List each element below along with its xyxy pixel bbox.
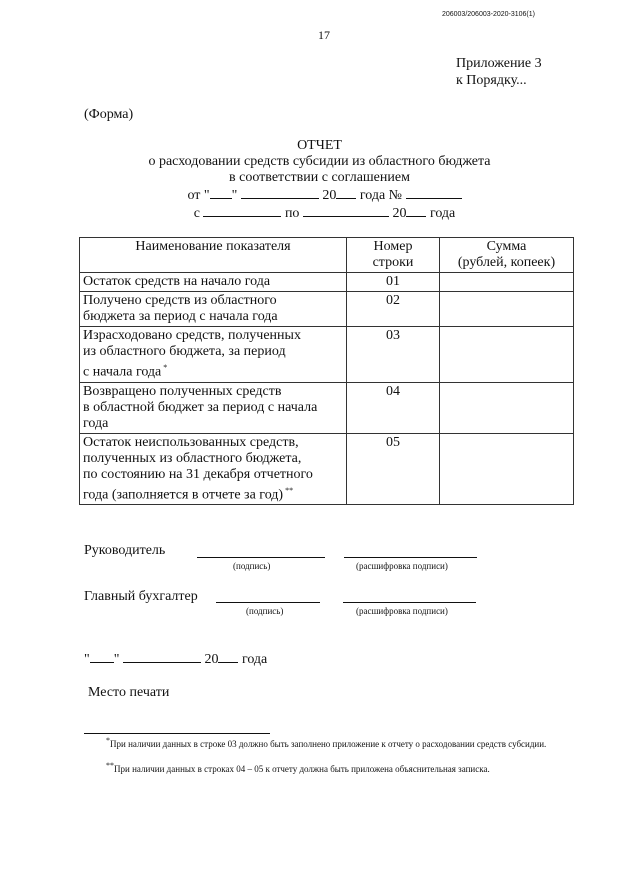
indicator-name-cell bbox=[80, 327, 347, 383]
indicator-name-line: по состоянию на 31 декабря отчетного bbox=[83, 466, 313, 482]
report-title-block bbox=[0, 138, 639, 222]
year-suffix: года bbox=[359, 188, 386, 203]
table-row bbox=[80, 327, 574, 383]
amount-cell[interactable] bbox=[440, 273, 574, 292]
table-row bbox=[80, 292, 574, 327]
indicator-name-line: полученных из областного бюджета, bbox=[83, 450, 302, 466]
footnote-mark: ** bbox=[285, 485, 294, 495]
indicator-name-line: года (заполняется в отчете за год) bbox=[83, 487, 284, 503]
indicator-name-line: с начала года bbox=[83, 364, 162, 380]
month-blank[interactable] bbox=[241, 186, 319, 199]
row-number-cell: 04 bbox=[347, 382, 440, 433]
indicator-name-line: в областной бюджет за период с начала bbox=[83, 399, 318, 415]
agreement-number-blank[interactable] bbox=[406, 186, 462, 199]
year-blank[interactable] bbox=[336, 186, 356, 199]
director-signature-line[interactable] bbox=[197, 557, 325, 558]
period-year-suffix: года bbox=[429, 206, 456, 221]
sign-month-blank[interactable] bbox=[123, 650, 201, 663]
footnote-mark: * bbox=[163, 363, 168, 372]
period-to-label: по bbox=[284, 206, 300, 221]
director-decoding-line[interactable] bbox=[344, 557, 477, 558]
row-number-cell: 01 bbox=[347, 273, 440, 292]
header-amount bbox=[440, 238, 574, 273]
sign-year-blank[interactable] bbox=[218, 650, 238, 663]
document-id: 206003/206003-2020-3106(1) bbox=[441, 11, 535, 18]
period-from-blank[interactable] bbox=[203, 204, 281, 217]
page-number: 17 bbox=[318, 28, 330, 42]
footnote-1-mark: * bbox=[106, 736, 110, 745]
report-table bbox=[79, 237, 574, 505]
report-heading: ОТЧЕТ bbox=[297, 138, 342, 153]
header-row-number bbox=[347, 238, 440, 273]
amount-cell[interactable] bbox=[440, 292, 574, 327]
header-indicator-name: Наименование показателя bbox=[80, 238, 347, 273]
director-signature-caption: (подпись) bbox=[233, 561, 271, 571]
table-row bbox=[80, 433, 574, 505]
footnote-2-mark: ** bbox=[106, 761, 114, 770]
row-number-cell: 03 bbox=[347, 327, 440, 383]
period-from-label: с bbox=[193, 206, 200, 221]
row-number-cell: 02 bbox=[347, 292, 440, 327]
header-row-number-line-2: строки bbox=[372, 255, 414, 270]
accountant-decoding-line[interactable] bbox=[343, 602, 476, 603]
amount-cell[interactable] bbox=[440, 327, 574, 383]
date-close-quote: " bbox=[113, 652, 120, 667]
sign-year-suffix: года bbox=[241, 652, 268, 667]
appendix-line-2: к Порядку... bbox=[456, 73, 527, 88]
header-row-number-line-1: Номер bbox=[373, 239, 413, 254]
indicator-name-line: Получено средств из областного bbox=[83, 293, 277, 308]
report-date-line bbox=[0, 186, 639, 204]
indicator-name-cell bbox=[80, 273, 347, 292]
indicator-name-line: бюджета за период с начала года bbox=[83, 309, 278, 324]
header-amount-line-1: Сумма bbox=[486, 239, 527, 254]
day-blank[interactable] bbox=[210, 186, 232, 199]
sign-day-blank[interactable] bbox=[90, 650, 114, 663]
accountant-signature-line[interactable] bbox=[216, 602, 320, 603]
indicator-name-line: года bbox=[83, 415, 109, 431]
indicator-name-line: Остаток неиспользованных средств, bbox=[83, 434, 299, 450]
date-open-quote: " bbox=[84, 652, 90, 667]
indicator-name-line: из областного бюджета, за период bbox=[83, 344, 286, 359]
footnote-2-text: При наличии данных в строках 04 – 05 к отчету должна быть приложена объяснительная записка. bbox=[114, 764, 490, 774]
period-year-prefix: 20 bbox=[392, 206, 407, 221]
sign-year-prefix: 20 bbox=[204, 652, 219, 667]
footnote-1 bbox=[84, 735, 572, 750]
report-subtitle-1: о расходовании средств субсидии из областного бюджета bbox=[148, 154, 491, 169]
date-from-mid: " bbox=[231, 188, 238, 203]
footnote-1-text: При наличии данных в строке 03 должно быть заполнено приложение к отчету о расходовании средств субсидии. bbox=[110, 739, 547, 749]
row-number-cell: 05 bbox=[347, 433, 440, 505]
indicator-name-cell bbox=[80, 292, 347, 327]
indicator-name-line: Возвращено полученных средств bbox=[83, 383, 282, 399]
period-year-blank[interactable] bbox=[406, 204, 426, 217]
indicator-name-line: Израсходовано средств, полученных bbox=[83, 328, 301, 343]
director-label: Руководитель bbox=[84, 543, 166, 558]
accountant-signature-caption: (подпись) bbox=[246, 606, 284, 616]
table-header-row bbox=[80, 238, 574, 273]
appendix-reference bbox=[456, 55, 542, 89]
seal-place-label: Место печати bbox=[88, 685, 170, 700]
appendix-line-1: Приложение 3 bbox=[456, 56, 542, 71]
signing-date-line bbox=[84, 650, 267, 668]
form-label: (Форма) bbox=[84, 107, 134, 122]
date-from-prefix: от " bbox=[187, 188, 210, 203]
director-decoding-caption: (расшифровка подписи) bbox=[356, 561, 448, 571]
accountant-decoding-caption: (расшифровка подписи) bbox=[356, 606, 448, 616]
report-period-line bbox=[0, 204, 639, 222]
report-subtitle-2: в соответствии с соглашением bbox=[229, 170, 410, 185]
number-sign: № bbox=[388, 188, 403, 203]
footnote-divider bbox=[84, 733, 270, 734]
table-row bbox=[80, 273, 574, 292]
indicator-name-cell bbox=[80, 433, 347, 505]
amount-cell[interactable] bbox=[440, 433, 574, 505]
year-prefix: 20 bbox=[322, 188, 337, 203]
indicator-name-cell bbox=[80, 382, 347, 433]
indicator-name-line: Остаток средств на начало года bbox=[83, 274, 271, 289]
period-to-blank[interactable] bbox=[303, 204, 389, 217]
accountant-label: Главный бухгалтер bbox=[84, 589, 198, 604]
amount-cell[interactable] bbox=[440, 382, 574, 433]
table-row bbox=[80, 382, 574, 433]
footnote-2 bbox=[84, 760, 572, 775]
header-amount-line-2: (рублей, копеек) bbox=[457, 255, 556, 270]
